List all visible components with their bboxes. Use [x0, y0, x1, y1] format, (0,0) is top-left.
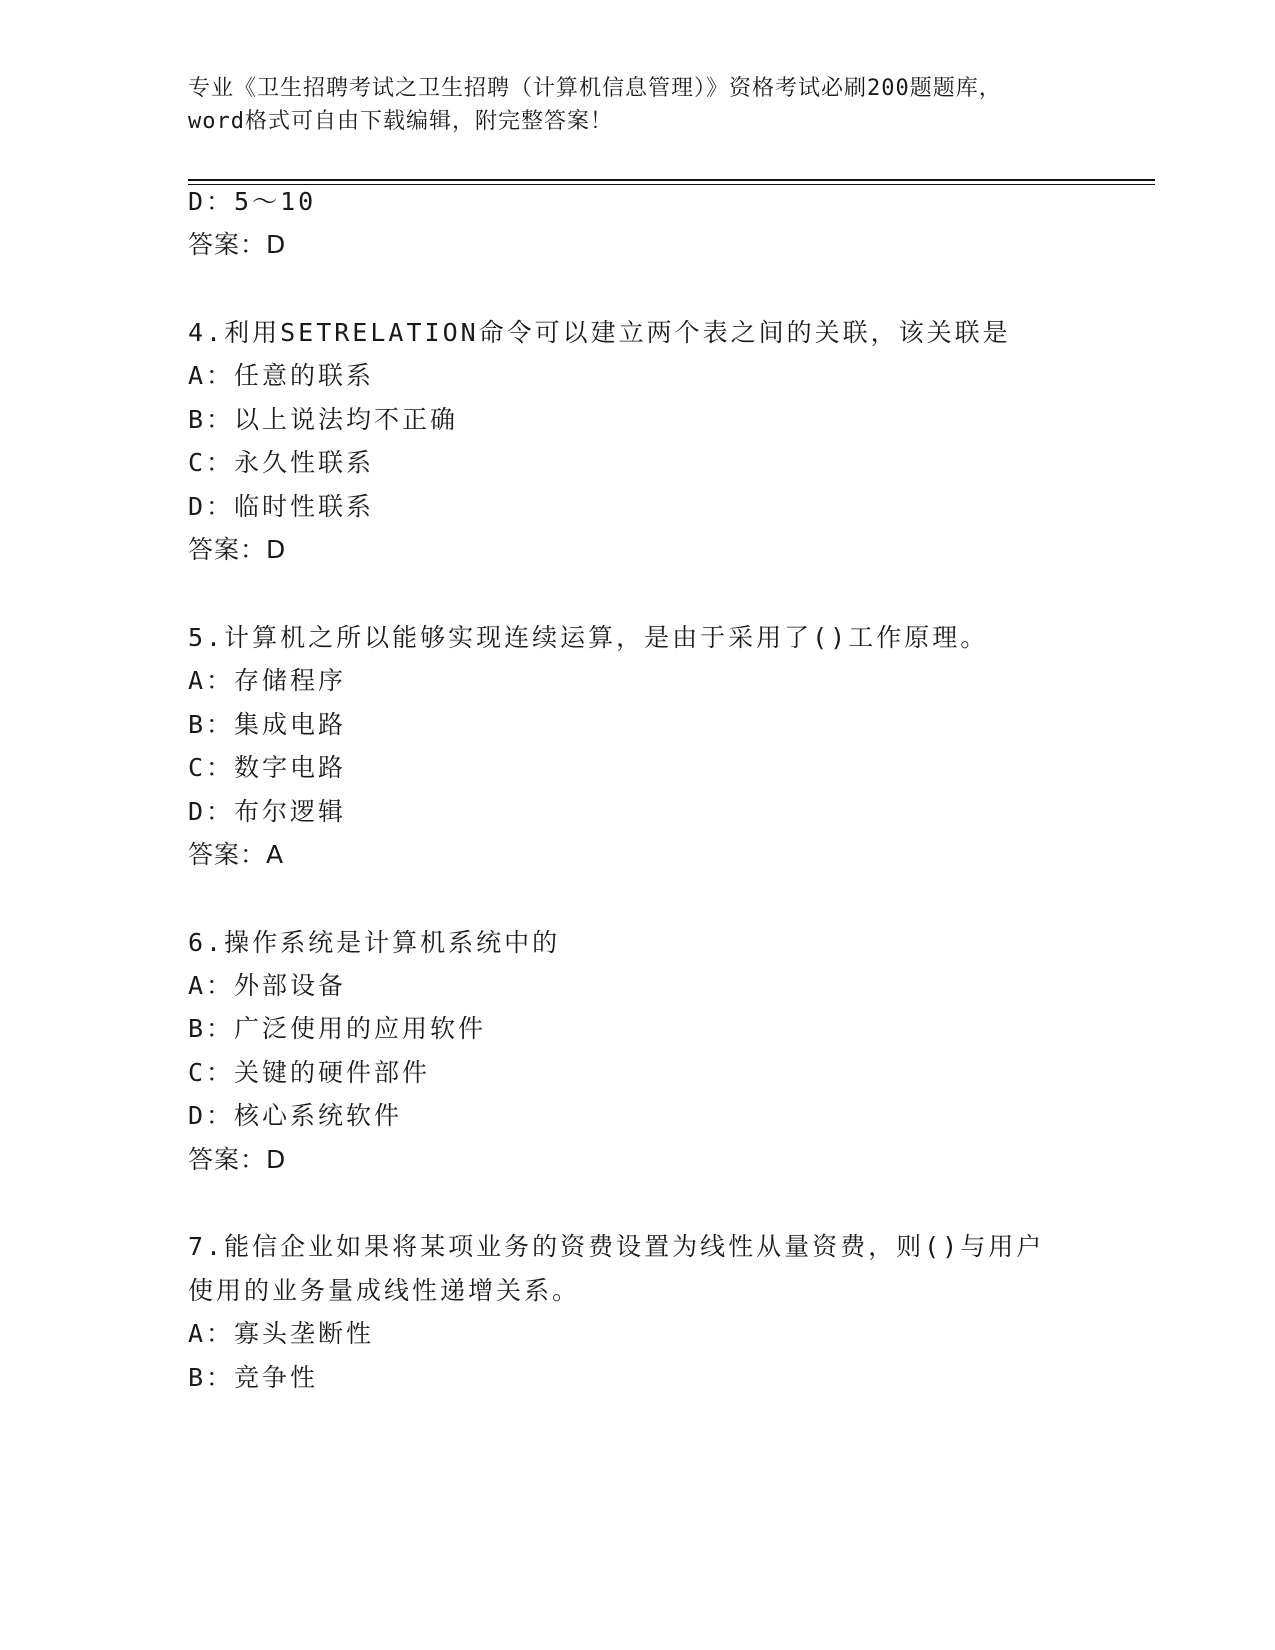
q6-question: 6.操作系统是计算机系统中的 [188, 928, 561, 957]
q4-answer: 答案：D [188, 535, 287, 564]
q4-option-d: D：临时性联系 [188, 492, 375, 521]
q5-option-d: D：布尔逻辑 [188, 797, 347, 826]
q5-option-a: A：存储程序 [188, 666, 347, 695]
q4-option-a: A：任意的联系 [188, 361, 375, 390]
header-title-line-1: 专业《卫生招聘考试之卫生招聘（计算机信息管理）》资格考试必刷200题题库， [188, 76, 1002, 101]
q4-question: 4.利用SETRELATION命令可以建立两个表之间的关联，该关联是 [188, 318, 1011, 347]
q6-option-a: A：外部设备 [188, 971, 347, 1000]
q7-question-line-1: 7.能信企业如果将某项业务的资费设置为线性从量资费，则()与用户 [188, 1232, 1045, 1261]
q3-option-d: D：5～10 [188, 187, 317, 216]
header-title-line-2: word格式可自由下载编辑，附完整答案！ [188, 109, 613, 134]
q6-option-c: C：关键的硬件部件 [188, 1058, 431, 1087]
q7-option-a: A：寡头垄断性 [188, 1319, 375, 1348]
header-rule-thin [188, 184, 1155, 185]
q4-option-b: B：以上说法均不正确 [188, 405, 459, 434]
q6-answer: 答案：D [188, 1145, 287, 1174]
q7-question-line-2: 使用的业务量成线性递增关系。 [188, 1276, 581, 1305]
q5-option-c: C：数字电路 [188, 753, 347, 782]
q6-option-b: B：广泛使用的应用软件 [188, 1014, 487, 1043]
q7-option-b: B：竞争性 [188, 1363, 319, 1392]
q5-option-b: B：集成电路 [188, 710, 347, 739]
q3-answer: 答案：D [188, 230, 287, 259]
q6-option-d: D：核心系统软件 [188, 1101, 403, 1130]
q5-question: 5.计算机之所以能够实现连续运算，是由于采用了()工作原理。 [188, 623, 989, 652]
q5-answer: 答案：A [188, 840, 285, 869]
document-header [188, 72, 1088, 138]
header-rule-thick [188, 179, 1155, 181]
q4-option-c: C：永久性联系 [188, 448, 375, 477]
